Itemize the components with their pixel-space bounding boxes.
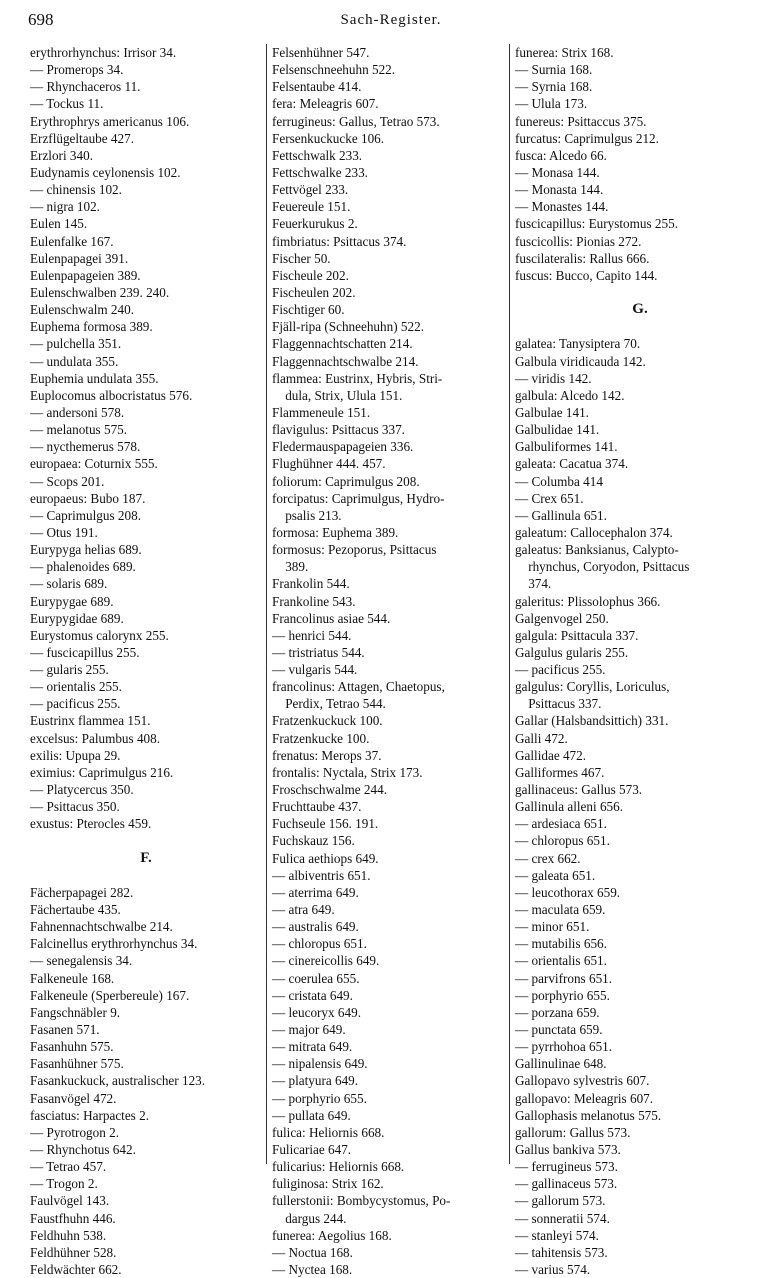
index-entry: funerea: Aegolius 168. [272,1227,392,1243]
index-entry: fuscicapillus: Eurystomus 255. [515,216,678,232]
index-entry: — gallinaceus 573. [515,1176,618,1192]
index-entry: Galgulus gularis 255. [515,644,629,660]
index-entry: Perdix, Tetrao 544. [272,696,386,712]
index-entry: — aterrima 649. [272,884,359,900]
index-entry: — Monastes 144. [515,199,609,215]
index-entry: Fulicariae 647. [272,1142,352,1157]
page-header [0,6,782,30]
index-entry: frontalis: Nyctala, Strix 173. [272,764,423,780]
index-entry: Galbuliformes 141. [515,439,618,455]
index-entry: fasciatus: Harpactes 2. [30,1107,150,1123]
index-entry: — vulgaris 544. [272,662,358,678]
index-entry: — viridis 142. [515,370,592,386]
index-entry: — ferrugineus 573. [515,1159,618,1175]
index-entry: Francolinus asiae 544. [272,610,391,626]
index-entry: — Otus 191. [30,524,98,540]
index-entry: Fahnennachtschwalbe 214. [30,919,173,935]
index-entry: fusca: Alcedo 66. [515,147,607,163]
index-entry: rhynchus, Coryodon, Psittacus [515,559,690,575]
index-entry: Erzflügeltaube 427. [30,130,134,146]
index-entry: flammea: Eustrinx, Hybris, Stri- [272,370,443,386]
index-entry: Falcinellus erythrorhynchus 34. [30,936,198,952]
index-entry: — Crex 651. [515,490,584,506]
index-entry: — minor 651. [515,919,590,935]
index-entry: Eurypygae 689. [30,593,114,609]
index-entry: — ardesiaca 651. [515,816,607,832]
index-entry: — pyrrhohoa 651. [515,1039,613,1055]
index-entry: Fettvögel 233. [272,182,349,198]
index-entry: — Pyrotrogon 2. [30,1124,120,1140]
spacer [30,867,262,884]
index-entry: — Syrnia 168. [515,79,593,95]
running-title: Sach-Register. [340,12,442,28]
index-entry: Fratzenkucke 100. [272,730,370,746]
index-entry: galeritus: Plissolophus 366. [515,593,661,609]
index-entry: — Tetrao 457. [30,1159,107,1175]
index-entry: — undulata 355. [30,353,119,369]
index-entry: — nycthemerus 578. [30,439,141,455]
index-entry: flavigulus: Psittacus 337. [272,422,405,438]
index-entry: galeatus: Banksianus, Calypto- [515,542,679,558]
index-entry: — australis 649. [272,919,359,935]
index-entry: — parvifrons 651. [515,970,613,986]
index-entry: Feldhühner 528. [30,1244,117,1260]
index-entry: — solaris 689. [30,576,108,592]
index-entry: — chinensis 102. [30,182,122,198]
index-entry: Fettschwalke 233. [272,164,368,180]
index-column-1 [30,44,262,1278]
index-entry: — Caprimulgus 208. [30,507,141,523]
index-entry: Feldhuhn 538. [30,1227,107,1243]
index-entry: exilis: Upupa 29. [30,747,121,763]
index-entry: Fächertaube 435. [30,902,121,918]
index-entry: — nipalensis 649. [272,1056,368,1072]
index-entry: — gallorum 573. [515,1193,606,1209]
index-entry: fimbriatus: Psittacus 374. [272,233,407,249]
index-entry: exustus: Pterocles 459. [30,816,152,832]
index-entry: — henrici 544. [272,627,352,643]
index-entry: — tristriatus 544. [272,644,365,660]
index-entry: ferrugineus: Gallus, Tetrao 573. [272,113,440,129]
index-entry: Fasanhühner 575. [30,1056,124,1072]
index-entry: psalis 213. [272,507,342,523]
index-entry: — Psittacus 350. [30,799,120,815]
section-letter-heading: G. [632,301,648,318]
index-entry: galeata: Cacatua 374. [515,456,629,472]
index-entry: — chloropus 651. [515,833,610,849]
index-entry: Eustrinx flammea 151. [30,713,151,729]
index-entry: excelsus: Palumbus 408. [30,730,161,746]
index-entry: Gallidae 472. [515,747,587,763]
index-entry: Gallinula alleni 656. [515,799,624,815]
index-entry: Eulen 145. [30,216,88,232]
index-entry: — stanleyi 574. [515,1227,599,1243]
index-entry: Psittacus 337. [515,696,602,712]
index-entry: Fächerpapagei 282. [30,884,134,900]
index-entry: Frankoline 543. [272,593,356,609]
index-entry: formosa: Euphema 389. [272,524,399,540]
index-entry: Fledermauspapageien 336. [272,439,414,455]
index-entry: Froschschwalme 244. [272,782,388,798]
index-entry: — maculata 659. [515,902,606,918]
index-entry: Eurypygidae 689. [30,610,124,626]
index-entry: Gallus bankiva 573. [515,1142,621,1157]
index-entry: — pacificus 255. [30,696,121,712]
index-entry: Fischeulen 202. [272,284,356,300]
spacer [515,284,765,301]
index-entry: gallorum: Gallus 573. [515,1124,631,1140]
index-entry: — Scops 201. [30,473,105,489]
index-entry: Felsenschneehuhn 522. [272,62,396,78]
index-entry: — Promerops 34. [30,62,124,78]
index-entry: Fulica aethiops 649. [272,850,379,866]
index-entry: Flammeneule 151. [272,404,371,420]
index-entry: Eurystomus calorynx 255. [30,627,169,643]
index-entry: — Trogon 2. [30,1176,98,1192]
index-entry: — Monasta 144. [515,182,604,198]
index-entry: fera: Meleagris 607. [272,96,379,112]
column-divider [266,44,267,1164]
index-entry: Erzlori 340. [30,147,93,163]
index-entry: Fischtiger 60. [272,302,345,318]
index-entry: Fettschwalk 233. [272,147,363,163]
index-entry: — tahitensis 573. [515,1244,608,1260]
index-entry: — Gallinula 651. [515,507,607,523]
index-entry: 374. [515,576,552,592]
index-entry: funereus: Psittaccus 375. [515,113,647,129]
index-entry: forcipatus: Caprimulgus, Hydro- [272,490,445,506]
index-entry: galgula: Psittacula 337. [515,627,639,643]
index-entry: — orientalis 255. [30,679,122,695]
index-entry: Fratzenkuckuck 100. [272,713,383,729]
index-entry: Galliformes 467. [515,764,605,780]
index-entry: Flaggennachtschatten 214. [272,336,413,352]
section-letter-heading: F. [140,849,152,866]
index-entry: — phalenoides 689. [30,559,136,575]
index-entry: fuscus: Bucco, Capito 144. [515,267,658,283]
index-entry: Falkeneule 168. [30,970,115,986]
index-entry: — gularis 255. [30,662,109,678]
index-entry: — galeata 651. [515,867,596,883]
index-entry: Eulenpapageien 389. [30,267,141,283]
column-divider [509,44,510,1164]
index-entry: — Surnia 168. [515,62,593,78]
index-entry: — andersoni 578. [30,404,125,420]
index-entry: Fischer 50. [272,250,331,266]
index-entry: Fasanen 571. [30,1022,100,1038]
index-entry: erythrorhynchus: Irrisor 34. [30,45,177,60]
index-entry: — porphyrio 655. [272,1090,367,1106]
index-entry: galbula: Alcedo 142. [515,387,625,403]
index-entry: — punctata 659. [515,1022,603,1038]
index-entry: — nigra 102. [30,199,100,215]
index-entry: fulica: Heliornis 668. [272,1124,385,1140]
index-entry: — pulchella 351. [30,336,122,352]
index-entry: — Noctua 168. [272,1244,353,1260]
index-entry: — major 649. [272,1022,346,1038]
index-entry: 389. [272,559,309,575]
index-entry: — platyura 649. [272,1073,359,1089]
index-entry: Feuerkurukus 2. [272,216,358,232]
index-entry: — porzana 659. [515,1004,600,1020]
index-entry: Felsenhühner 547. [272,45,370,60]
index-entry: Galgenvogel 250. [515,610,609,626]
index-entry: Flaggennachtschwalbe 214. [272,353,419,369]
index-entry: furcatus: Caprimulgus 212. [515,130,659,146]
index-entry: Fangschnäbler 9. [30,1004,121,1020]
index-entry: — orientalis 651. [515,953,607,969]
index-entry: Fruchttaube 437. [272,799,362,815]
index-entry: — atra 649. [272,902,335,918]
index-entry: — albiventris 651. [272,867,371,883]
index-entry: Fjäll-ripa (Schneehuhn) 522. [272,319,424,335]
index-entry: — Tockus 11. [30,96,104,112]
index-entry: Eulenschwalm 240. [30,302,135,318]
index-entry: galgulus: Coryllis, Loriculus, [515,679,670,695]
index-entry: — chloropus 651. [272,936,367,952]
index-entry: Gallophasis melanotus 575. [515,1107,662,1123]
index-entry: dula, Strix, Ulula 151. [272,387,403,403]
index-entry: Eulenschwalben 239. 240. [30,284,170,300]
index-entry: dargus 244. [272,1210,347,1226]
index-entry: — coerulea 655. [272,970,360,986]
index-entry: Flughühner 444. 457. [272,456,386,472]
index-entry: — cinereicollis 649. [272,953,380,969]
index-entry: — Monasa 144. [515,164,600,180]
index-entry: Faulvögel 143. [30,1193,110,1209]
index-entry: fuscicollis: Pionias 272. [515,233,642,249]
index-entry: — Rhynchotus 642. [30,1142,136,1157]
index-entry: Fersenkuckucke 106. [272,130,385,146]
index-entry: europaea: Coturnix 555. [30,456,158,472]
index-entry: — Nyctea 168. [272,1261,353,1277]
index-entry: — sonneratii 574. [515,1210,610,1226]
index-entry: gallopavo: Meleagris 607. [515,1090,654,1106]
index-entry: Euphemia undulata 355. [30,370,159,386]
index-entry: Eudynamis ceylonensis 102. [30,164,181,180]
index-entry: Fuchseule 156. 191. [272,816,379,832]
index-entry: galeatum: Callocephalon 374. [515,524,673,540]
index-column-2 [272,44,504,1278]
index-entry: Frankolin 544. [272,576,350,592]
index-entry: fuscilateralis: Rallus 666. [515,250,650,266]
index-column-3 [515,44,765,1278]
index-entry: — Rhynchaceros 11. [30,79,141,95]
index-entry: Eulenfalke 167. [30,233,114,249]
index-entry: — pullata 649. [272,1107,351,1123]
index-entry: Feldwächter 662. [30,1261,122,1277]
index-entry: europaeus: Bubo 187. [30,490,146,506]
index-entry: Gallinulinae 648. [515,1056,607,1072]
index-entry: foliorum: Caprimulgus 208. [272,473,420,489]
index-entry: formosus: Pezoporus, Psittacus [272,542,437,558]
index-entry: Fischeule 202. [272,267,349,283]
index-entry: Eulenpapagei 391. [30,250,129,266]
index-entry: Galbulae 141. [515,404,589,420]
index-entry: Eurypyga helias 689. [30,542,142,558]
index-entry: Faustfhuhn 446. [30,1210,116,1226]
index-entry: frenatus: Merops 37. [272,747,382,763]
index-entry: Fasanhuhn 575. [30,1039,114,1055]
index-entry: — Ulula 173. [515,96,588,112]
index-entry: Euphema formosa 389. [30,319,153,335]
index-entry: — leucoryx 649. [272,1004,361,1020]
index-entry: Fuchskauz 156. [272,833,355,849]
index-entry: Fasanvögel 472. [30,1090,117,1106]
index-entry: Falkeneule (Sperbereule) 167. [30,987,190,1003]
index-entry: Euplocomus albocristatus 576. [30,387,193,403]
index-entry: — cristata 649. [272,987,353,1003]
index-entry: Gallar (Halsbandsittich) 331. [515,713,669,729]
index-entry: — porphyrio 655. [515,987,610,1003]
index-entry: — leucothorax 659. [515,884,621,900]
spacer [515,318,765,335]
index-entry: gallinaceus: Gallus 573. [515,782,643,798]
spacer [30,832,262,849]
index-entry: — senegalensis 34. [30,953,133,969]
index-entry: Erythrophrys americanus 106. [30,113,190,129]
index-entry: francolinus: Attagen, Chaetopus, [272,679,445,695]
index-entry: fulicarius: Heliornis 668. [272,1159,405,1175]
index-entry: Fasankuckuck, australischer 123. [30,1073,206,1089]
index-entry: — crex 662. [515,850,581,866]
index-entry: — Platycercus 350. [30,782,134,798]
index-entry: Galbulidae 141. [515,422,600,438]
index-entry: — melanotus 575. [30,422,128,438]
index-entry: fullerstonii: Bombycystomus, Po- [272,1193,451,1209]
index-entry: eximius: Caprimulgus 216. [30,764,174,780]
index-entry: galatea: Tanysiptera 70. [515,336,641,352]
index-entry: Galli 472. [515,730,568,746]
index-entry: Felsentaube 414. [272,79,362,95]
index-entry: Galbula viridicauda 142. [515,353,646,369]
index-entry: fuliginosa: Strix 162. [272,1176,384,1192]
index-entry: — fuscicapillus 255. [30,644,140,660]
index-entry: Feuereule 151. [272,199,351,215]
index-entry: — varius 574. [515,1261,591,1277]
index-entry: — mitrata 649. [272,1039,353,1055]
index-entry: — pacificus 255. [515,662,606,678]
index-entry: Gallopavo sylvestris 607. [515,1073,650,1089]
index-entry: — mutabilis 656. [515,936,607,952]
index-entry: — Columba 414 [515,473,603,489]
index-entry: funerea: Strix 168. [515,45,614,60]
page-number: 698 [28,10,54,29]
